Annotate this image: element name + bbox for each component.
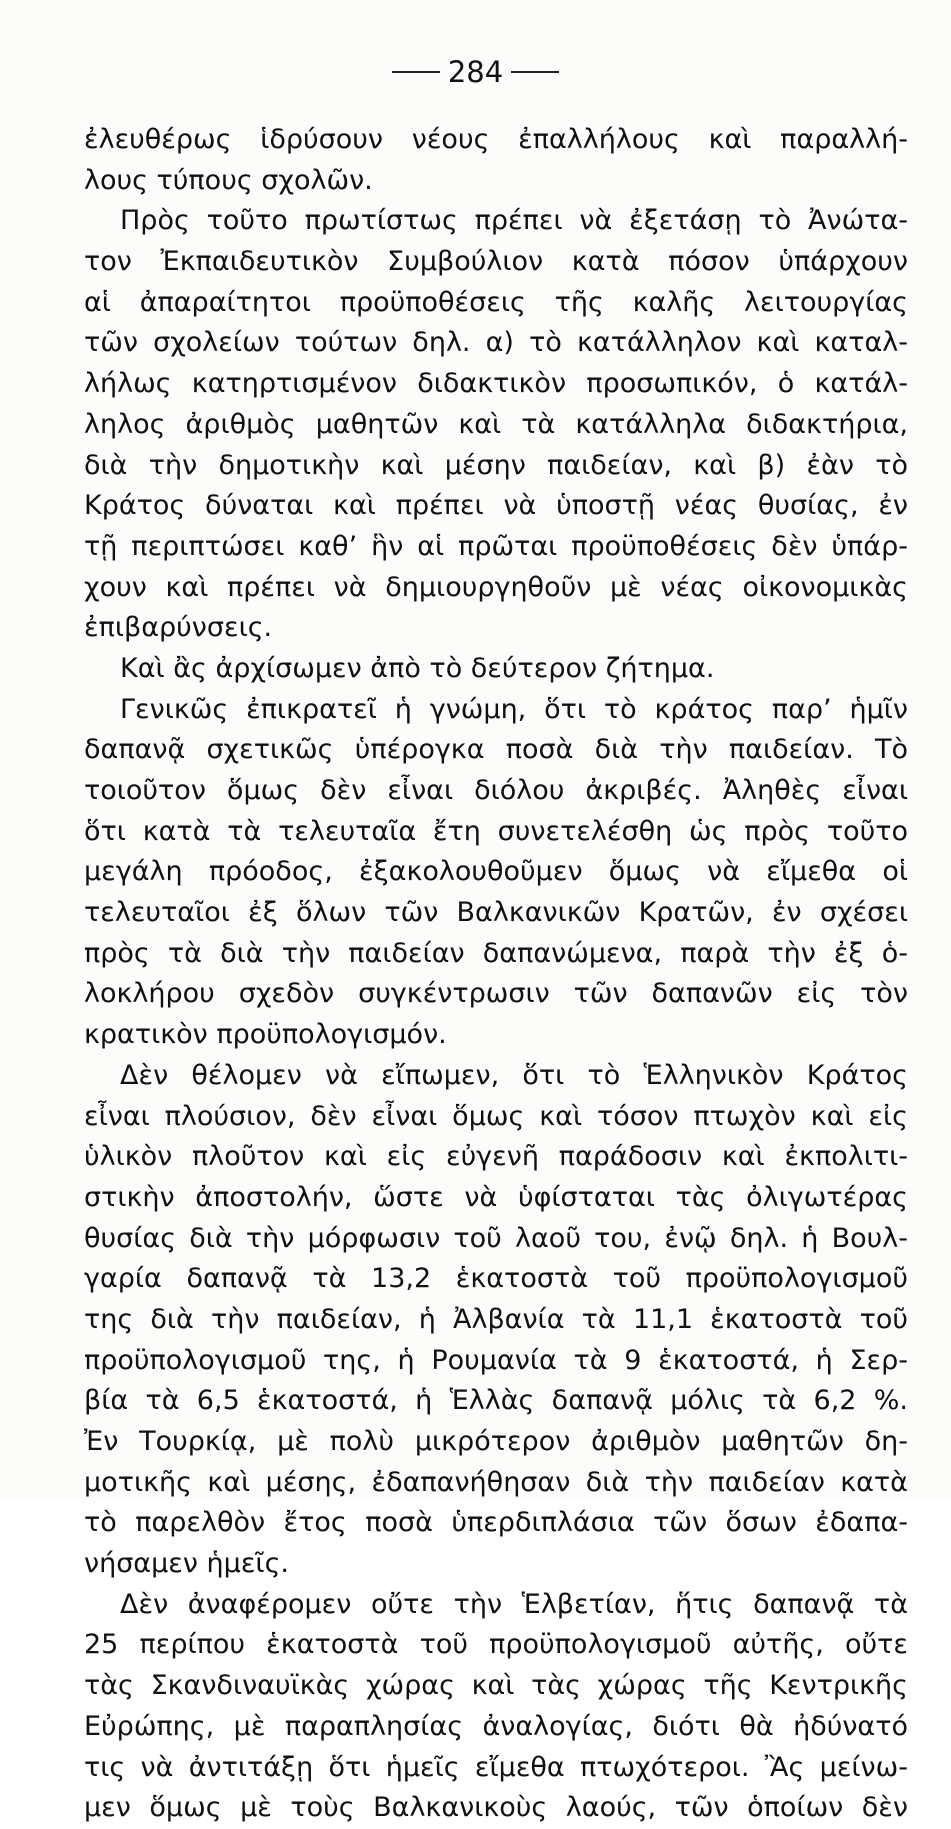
page-number-header	[0, 55, 951, 89]
text-line: τὸ παρελθὸν ἔτος ποσὰ ὑπερδιπλάσια τῶν ὅσων ἐδαπα-	[84, 1507, 908, 1539]
text-line: της διὰ τὴν παιδείαν, ἡ Ἀλβανία τὰ 11,1 ἑκατοστὰ τοῦ	[84, 1303, 908, 1335]
text-line: τον Ἐκπαιδευτικὸν Συμβούλιον κατὰ πόσον ὑπάρχουν	[84, 246, 908, 278]
text-line: Καὶ ἂς ἀρχίσωμεν ἀπὸ τὸ δεύτερον ζήτημα.	[120, 652, 715, 684]
right-dash	[511, 71, 559, 73]
text-line: δαπανᾷ σχετικῶς ὑπέρογκα ποσὰ διὰ τὴν παιδείαν. Τὸ	[84, 734, 908, 766]
text-line: χουν καὶ πρέπει νὰ δημιουργηθοῦν μὲ νέας οἰκονομικὰς	[84, 571, 908, 603]
text-line: ληλος ἀριθμὸς μαθητῶν καὶ τὰ κατάλληλα διδακτήρια,	[84, 408, 908, 440]
text-line: μεγάλη πρόοδος, ἐξακολουθοῦμεν ὅμως νὰ εἴμεθα οἱ	[84, 856, 908, 888]
text-line: Γενικῶς ἐπικρατεῖ ἡ γνώμη, ὅτι τὸ κράτος παρ’ ἡμῖν	[120, 693, 908, 725]
text-line: τῇ περιπτώσει καθ’ ἣν αἱ πρῶται προϋποθέσεις δὲν ὑπάρ-	[84, 530, 908, 562]
text-line: Ἐν Τουρκίᾳ, μὲ πολὺ μικρότερον ἀριθμὸν μαθητῶν δη-	[84, 1426, 908, 1457]
left-dash	[392, 71, 440, 73]
text-line: τελευταῖοι ἐξ ὅλων τῶν Βαλκανικῶν Κρατῶν, ἐν σχέσει	[84, 897, 908, 929]
text-line: τις νὰ ἀντιτάξῃ ὅτι ἡμεῖς εἴμεθα πτωχότεροι. Ἂς μείνω-	[84, 1751, 908, 1783]
text-line: γαρία δαπανᾷ τὰ 13,2 ἑκατοστὰ τοῦ προϋπολογισμοῦ	[84, 1263, 908, 1295]
text-line: λοκλήρου σχεδὸν συγκέντρωσιν τῶν δαπανῶν εἰς τὸν	[84, 978, 908, 1010]
text-line: 25 περίπου ἑκατοστὰ τοῦ προϋπολογισμοῦ αὐτῆς, οὔτε	[84, 1629, 908, 1661]
text-line: τοιοῦτον ὅμως δὲν εἶναι διόλου ἀκριβές. Ἀληθὲς εἶναι	[84, 775, 908, 806]
text-line: προϋπολογισμοῦ της, ἡ Ρουμανία τὰ 9 ἑκατοστά, ἡ Σερ-	[84, 1344, 908, 1376]
text-line: λους τύπους σχολῶν.	[84, 164, 373, 196]
body-text	[84, 120, 908, 1829]
text-line: διὰ τὴν δημοτικὴν καὶ μέσην παιδείαν, καὶ β) ἐὰν τὸ	[84, 449, 908, 481]
text-line: Δὲν ἀναφέρομεν οὔτε τὴν Ἑλβετίαν, ἥτις δαπανᾷ τὰ	[120, 1588, 908, 1620]
text-line: λήλως κατηρτισμένον διδακτικὸν προσωπικόν, ὁ κατάλ-	[84, 368, 908, 400]
text-line: βία τὰ 6,5 ἑκατοστά, ἡ Ἑλλὰς δαπανᾷ μόλις τὰ 6,2 %.	[84, 1385, 908, 1417]
text-line: πρὸς τὰ διὰ τὴν παιδείαν δαπανώμενα, παρὰ τὴν ἐξ ὁ-	[84, 937, 908, 969]
text-line: μοτικῆς καὶ μέσης, ἐδαπανήθησαν διὰ τὴν παιδείαν κατὰ	[84, 1466, 908, 1498]
text-line: στικὴν ἀποστολήν, ὥστε νὰ ὑφίσταται τὰς ὀλιγωτέρας	[84, 1181, 908, 1213]
text-line: εἶναι πλούσιον, δὲν εἶναι ὅμως καὶ τόσον πτωχὸν καὶ εἰς	[84, 1100, 908, 1132]
text-line: Πρὸς τοῦτο πρωτίστως πρέπει νὰ ἐξετάσῃ τὸ Ἀνώτα-	[120, 205, 908, 237]
text-line: Κράτος δύναται καὶ πρέπει νὰ ὑποστῇ νέας θυσίας, ἐν	[84, 490, 908, 522]
text-line: τὰς Σκανδιναυϊκὰς χώρας καὶ τὰς χώρας τῆς Κεντρικῆς	[84, 1670, 908, 1702]
text-line: ὑλικὸν πλοῦτον καὶ εἰς εὐγενῆ παράδοσιν καὶ ἐκπολιτι-	[84, 1141, 908, 1173]
text-line: μεν ὅμως μὲ τοὺς Βαλκανικοὺς λαούς, τῶν ὁποίων δὲν	[84, 1792, 908, 1824]
page-number: 284	[447, 55, 504, 89]
text-line: ὅτι κατὰ τὰ τελευταῖα ἔτη συνετελέσθη ὡς πρὸς τοῦτο	[84, 815, 908, 847]
text-line: νήσαμεν ἡμεῖς.	[84, 1548, 289, 1580]
text-line: Δὲν θέλομεν νὰ εἴπωμεν, ὅτι τὸ Ἑλληνικὸν Κράτος	[120, 1059, 908, 1091]
text-line: θυσίας διὰ τὴν μόρφωσιν τοῦ λαοῦ του, ἐνῷ δηλ. ἡ Βουλ-	[84, 1222, 908, 1254]
text-line: τῶν σχολείων τούτων δηλ. α) τὸ κατάλληλον καὶ καταλ-	[84, 327, 908, 359]
text-line: αἱ ἀπαραίτητοι προϋποθέσεις τῆς καλῆς λειτουργίας	[84, 286, 908, 318]
text-line: ἐλευθέρως ἱδρύσουν νέους ἐπαλλήλους καὶ παραλλή-	[84, 124, 908, 155]
text-line: Εὐρώπης, μὲ παραπλησίας ἀναλογίας, διότι θὰ ἠδύνατό	[84, 1710, 908, 1742]
text-line: κρατικὸν προϋπολογισμόν.	[84, 1019, 447, 1051]
text-line: ἐπιβαρύνσεις.	[84, 612, 273, 644]
